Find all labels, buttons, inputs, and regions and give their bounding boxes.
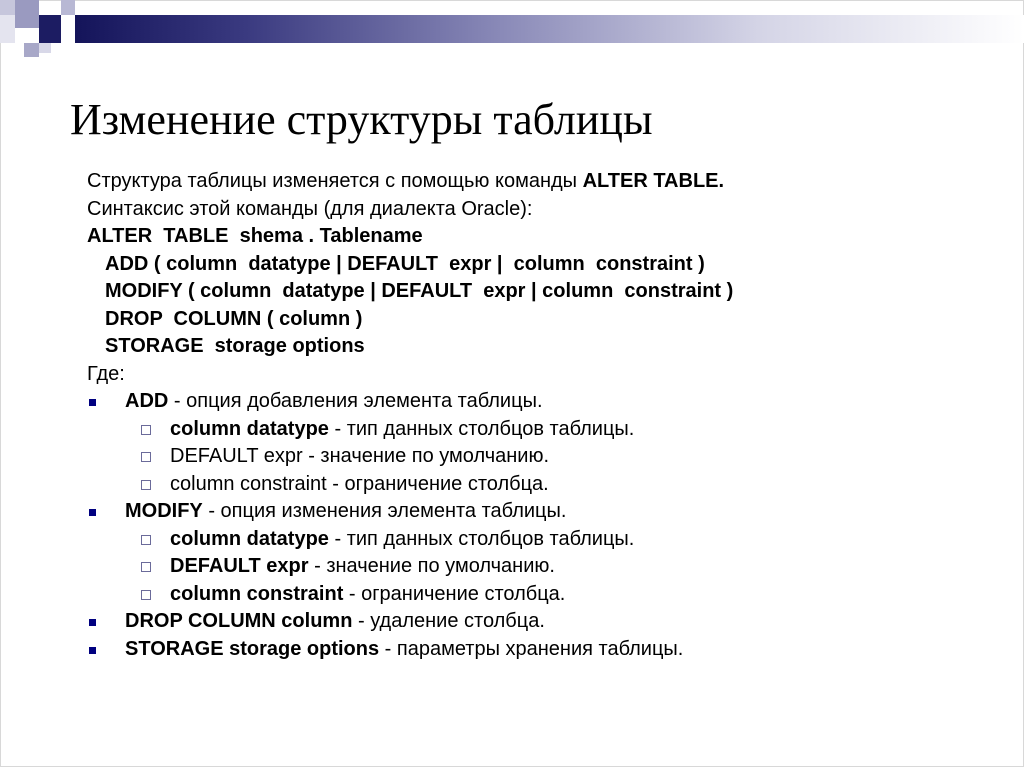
sub-item-term: column constraint [170,582,344,605]
decor-square [15,0,39,28]
intro-command: ALTER TABLE. [582,170,725,192]
hollow-square-bullet-icon [141,452,151,462]
sub-list-item [87,416,733,444]
hollow-square-bullet-icon [141,425,151,435]
square-bullet-icon [89,647,96,654]
list-item [87,608,733,636]
hollow-square-bullet-icon [141,535,151,545]
item-term: MODIFY [125,500,203,522]
hollow-square-bullet-icon [141,590,151,600]
intro-text: Структура таблицы изменяется с помощью команды [87,170,583,192]
sub-item-term: DEFAULT expr [170,445,303,467]
sub-item-desc: - тип данных столбцов таблицы. [328,527,635,550]
sub-list-item [87,526,733,554]
sub-item-term: column datatype [170,527,329,550]
decor-square [0,15,15,43]
syntax-line: STORAGE storage options [105,335,365,357]
hollow-square-bullet-icon [141,562,151,572]
slide-title: Изменение структуры таблицы [70,95,653,144]
sub-item-desc: - ограничение столбца. [326,472,549,495]
item-term: DROP COLUMN column [125,610,353,632]
square-bullet-icon [89,509,96,516]
sub-list-item [87,553,733,581]
item-desc: - опция изменения элемента таблицы. [202,500,567,522]
slide-body [87,168,733,663]
item-desc: - опция добавления элемента таблицы. [168,390,543,412]
decor-square [15,28,39,43]
intro-line [87,196,733,224]
sub-item-term: column constraint [170,472,327,495]
syntax-line: MODIFY ( column datatype | DEFAULT expr | column constraint ) [105,280,734,302]
syntax-line: DROP COLUMN ( column ) [105,307,363,330]
list-item [87,498,733,526]
hollow-square-bullet-icon [141,480,151,490]
decor-square [24,43,39,57]
syntax-head: ALTER TABLE shema . Tablename [87,225,423,247]
sub-list-item [87,443,733,471]
sub-item-desc: - ограничение столбца. [343,582,566,605]
decor-square [0,0,15,15]
item-term: ADD [125,390,169,412]
where-label: Где: [87,362,125,385]
sub-item-term: column datatype [170,417,329,440]
sub-list-item [87,581,733,609]
square-bullet-icon [89,619,96,626]
intro-line [87,168,733,196]
decor-square [61,0,75,15]
sub-item-desc: - значение по умолчанию. [302,445,550,467]
sub-item-desc: - тип данных столбцов таблицы. [328,417,635,440]
square-bullet-icon [89,399,96,406]
sub-list-item [87,471,733,499]
decor-square [39,43,51,53]
header-gradient-bar [75,15,1024,43]
item-desc: - удаление столбца. [352,610,545,632]
decor-square [39,15,61,43]
sub-item-desc: - значение по умолчанию. [308,555,555,577]
sub-item-term: DEFAULT expr [170,555,309,577]
syntax-line: ADD ( column datatype | DEFAULT expr | column constraint ) [105,252,705,275]
item-term: STORAGE storage options [125,637,380,660]
intro-text: Синтаксис этой команды (для диалекта Oracle): [87,197,533,220]
list-item [87,636,733,664]
item-desc: - параметры хранения таблицы. [379,637,684,660]
list-item [87,388,733,416]
